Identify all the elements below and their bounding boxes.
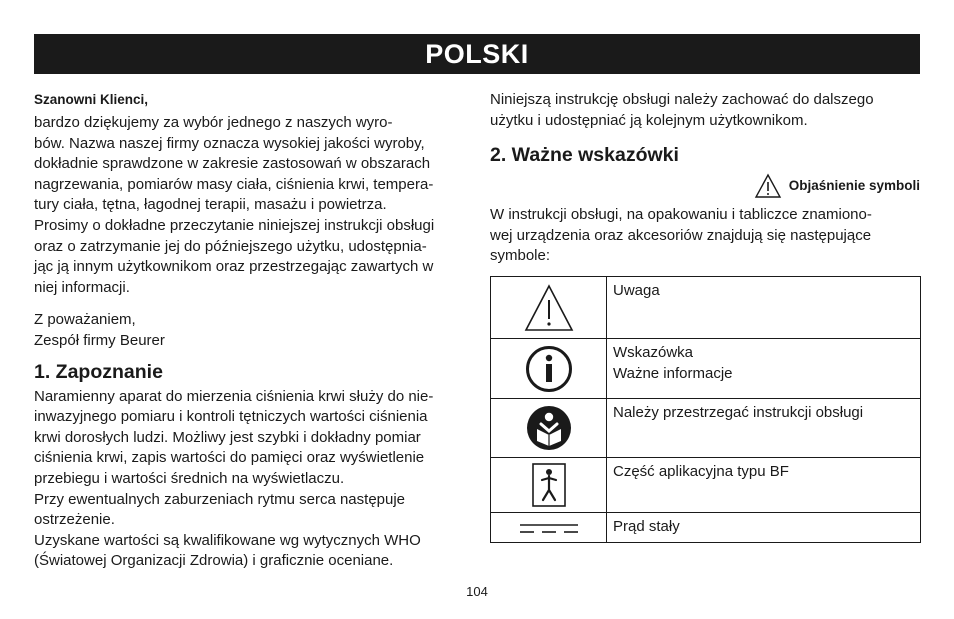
symbols-heading — [490, 173, 920, 199]
left-column — [34, 90, 464, 572]
text-line: Wskazówka — [613, 344, 694, 361]
retain-manual-paragraph — [490, 90, 920, 131]
direct-current-icon — [517, 521, 581, 535]
symbol-cell — [491, 277, 607, 339]
symbol-description — [607, 458, 921, 513]
info-icon — [525, 345, 573, 393]
text-line: Z poważaniem, — [34, 311, 136, 329]
symbol-cell — [491, 399, 607, 458]
text-line: ostrzeżenie. — [34, 511, 115, 529]
symbols-table — [490, 276, 921, 543]
text-line: W instrukcji obsługi, na opakowaniu i tabliczce znamiono- — [490, 206, 872, 224]
table-row — [491, 513, 921, 543]
text-line: krwi dorosłych ludzi. Możliwy jest szybki i dokładny pomiar — [34, 428, 421, 446]
text-line: Uzyskane wartości są kwalifikowane wg wytycznych WHO — [34, 531, 421, 549]
text-line: inwazyjnego pomiaru i kontroli tętniczych wartości ciśnienia — [34, 408, 428, 426]
text-line: Zespół firmy Beurer — [34, 331, 165, 349]
text-line: (Światowej Organizacji Zdrowia) i graficznie oceniane. — [34, 552, 394, 570]
symbol-description — [607, 277, 921, 339]
symbol-cell — [491, 339, 607, 399]
right-column — [490, 90, 920, 267]
symbol-description — [607, 513, 921, 543]
text-line: przebiegu i wartości średnich na wyświetlaczu. — [34, 469, 345, 487]
text-line: oraz o zatrzymanie jej do późniejszego użytku, udostępnia- — [34, 237, 427, 255]
text-line: nagrzewania, pomiarów masy ciała, ciśnienia krwi, tempera- — [34, 175, 434, 193]
read-manual-icon — [525, 404, 573, 452]
text-line: Niniejszą instrukcję obsługi należy zachować do dalszego — [490, 91, 874, 108]
text-line: Należy przestrzegać instrukcji obsługi — [613, 404, 864, 421]
greeting: Szanowni Klienci, — [34, 92, 149, 107]
symbols-heading-label: Objaśnienie symboli — [788, 177, 920, 193]
symbol-cell — [491, 458, 607, 513]
text-line: tury ciała, tętna, łagodnej terapii, masażu i powietrza. — [34, 196, 387, 214]
text-line: użytku i udostępniać ją kolejnym użytkownikom. — [490, 111, 808, 129]
text-line: jąc ją innym użytkownikom oraz przestrzegając zawartych w — [34, 258, 434, 276]
text-line: wej urządzenia oraz akcesoriów znajdują się następujące — [490, 226, 872, 244]
table-row — [491, 399, 921, 458]
intro-paragraph — [34, 113, 464, 298]
symbol-description — [607, 339, 921, 399]
closing-signature — [34, 310, 464, 351]
text-line: symbole: — [490, 247, 551, 265]
text-line: Prosimy o dokładne przeczytanie niniejszej instrukcji obsługi — [34, 216, 435, 234]
table-row — [491, 458, 921, 513]
symbol-cell — [491, 513, 607, 543]
text-line: Naramienny aparat do mierzenia ciśnienia krwi służy do nie- — [34, 387, 434, 405]
page-number: 104 — [466, 584, 488, 599]
table-row — [491, 339, 921, 399]
table-row — [491, 277, 921, 339]
text-line: dokładnie sprawdzone w zakresie zastosowań w obszarach — [34, 155, 431, 173]
language-header: POLSKI — [34, 34, 920, 74]
type-bf-applied-part-icon — [532, 463, 566, 507]
text-line: bardzo dziękujemy za wybór jednego z naszych wyro- — [34, 114, 393, 131]
text-line: Ważne informacje — [613, 364, 733, 382]
text-line: Uwaga — [613, 282, 660, 299]
section-1-body — [34, 387, 464, 572]
text-line: ciśnienia krwi, zapis wartości do pamięci oraz wyświetlenie — [34, 449, 425, 467]
text-line: Część aplikacyjna typu BF — [613, 463, 789, 480]
symbol-description — [607, 399, 921, 458]
text-line: Przy ewentualnych zaburzeniach rytmu serca następuje — [34, 490, 406, 508]
section-1-title: 1. Zapoznanie — [34, 360, 163, 383]
text-line: bów. Nazwa naszej firmy oznacza wysokiej jakości wyroby, — [34, 134, 425, 152]
text-line: Prąd stały — [613, 518, 680, 535]
symbols-intro — [490, 205, 920, 267]
warning-triangle-icon — [523, 283, 575, 333]
text-line: niej informacji. — [34, 278, 130, 296]
section-2-title: 2. Ważne wskazówki — [490, 144, 679, 167]
warning-triangle-icon — [754, 173, 782, 199]
